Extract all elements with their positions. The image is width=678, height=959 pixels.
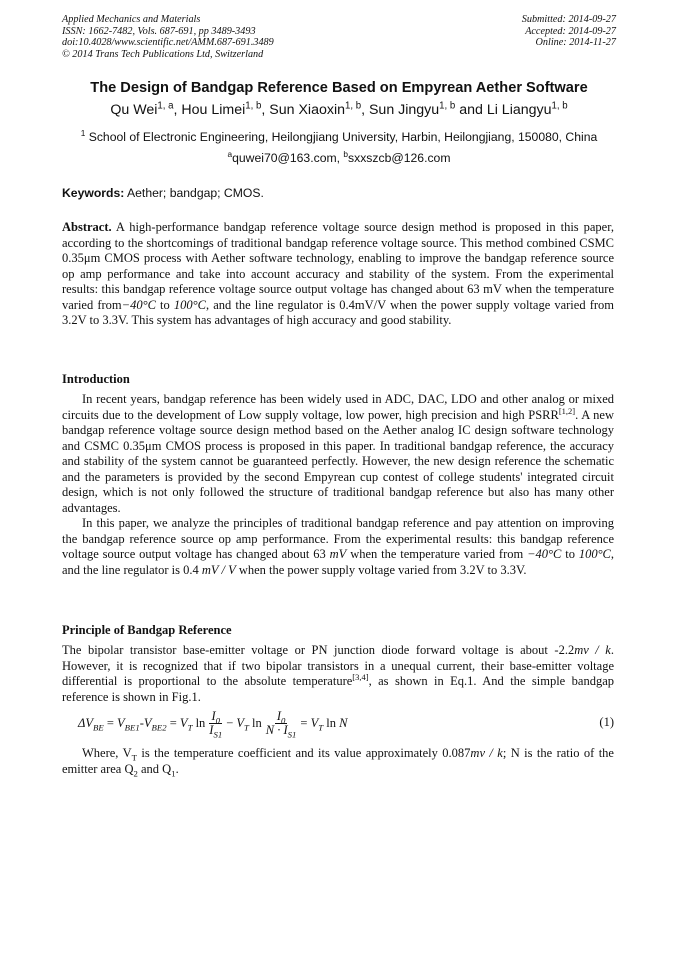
temperature-value: 100°C: [578, 547, 611, 561]
author-affil-mark: 1, b: [344, 100, 362, 112]
author-affil-mark: 1, b: [245, 100, 262, 112]
intro-text: In recent years, bandgap reference has been widely used in ADC, DAC, LDO and other analog or mixed circuits due to the development of Low supply voltage, low power, high precision and high PSRR: [62, 392, 614, 422]
author-name: Li Liangyu: [486, 102, 552, 118]
principle-text: ; N is the ratio of the emitter area Q: [62, 746, 614, 776]
author-name: Sun Xiaoxin: [269, 102, 345, 118]
citation: [1,2]: [558, 405, 576, 416]
journal-name: Applied Mechanics and Materials: [62, 14, 201, 25]
principle-paragraph: [62, 643, 614, 705]
introduction-heading: Introduction: [62, 372, 130, 386]
principle-text: .: [175, 761, 179, 776]
journal-copyright: © 2014 Trans Tech Publications Ltd, Switzerland: [62, 48, 264, 60]
subscript: 1: [171, 768, 176, 778]
citation: [3,4]: [352, 671, 369, 682]
principle-body-continued: [62, 746, 614, 777]
intro-text: when the power supply voltage varied from 3.2V to 3.3V.: [235, 562, 527, 577]
introduction-paragraph: [62, 392, 614, 516]
abstract: [62, 220, 614, 329]
accepted-date: Accepted: 2014-09-27: [525, 25, 616, 37]
submission-dates: [522, 14, 616, 49]
journal-doi: doi:10.4028/www.scientific.net/AMM.687-691.3489: [62, 37, 274, 49]
author-name: Hou Limei: [181, 102, 246, 118]
principle-text: , as shown in Eq.1. And the simple bandgap reference is shown in Fig.1.: [62, 674, 614, 704]
email-mark-b: b: [343, 148, 349, 159]
abstract-temp-to: 100°C: [173, 297, 206, 312]
principle-text: . However, it is recognized that if two bipolar transistors in a unequal current, their base-emitter voltage differential is proportional to the absolute temperature: [62, 643, 614, 688]
abstract-text: A high-performance bandgap reference voltage source design method is proposed in this paper, according to the shortcomings of traditional bandgap reference voltage source. This method combined CSMC 0.35μm CMOS process with Aether software technology, enabling to improve the bandgap reference source op amp performance and take into account accuracy and stability of the system. From the experimental results: this bandgap reference voltage source output voltage has changed about 63 mV when the temperature varied from: [62, 220, 614, 312]
affiliation-mark: 1: [80, 127, 86, 138]
intro-text: In this paper, we analyze the principles of traditional bandgap reference and pay attention on improving the bandgap reference source op amp performance. From the experimental results: this bandgap reference voltage source output voltage has changed about 63: [62, 516, 614, 561]
principle-text: is the temperature coefficient and its value approximately 0.087: [137, 746, 471, 760]
introduction-paragraph: [62, 516, 614, 578]
principle-paragraph: [62, 746, 614, 777]
subscript: T: [131, 752, 137, 763]
email-a: quwei70@163.com,: [232, 151, 344, 165]
abstract-temp-from: −40°C: [121, 297, 156, 312]
keywords-label: Keywords:: [62, 186, 125, 200]
unit: mV: [329, 547, 347, 561]
keywords-text: Aether; bandgap; CMOS.: [124, 186, 264, 200]
intro-text: . A new bandgap reference voltage source design method based on the Aether analog IC design software technology and CSMC 0.35μm CMOS process is proposed in this paper. In traditional bandgap reference, the accuracy and stability of the system cannot be guaranteed perfectly. However, the new design reference the schematic and the parameters is provided by the second Empyrean cup contest of college students' integrated circuit design, which is not only followed the structure of traditional bandgap reference but also has many other advantages.: [62, 407, 614, 515]
intro-text: to: [561, 547, 579, 561]
paper-title: The Design of Bandgap Reference Based on Empyrean Aether Software: [90, 80, 588, 96]
author-separator: ,: [173, 102, 182, 118]
principle-text: Where, V: [82, 746, 132, 760]
intro-text: , and the line regulator is 0.4: [62, 547, 615, 577]
author-list: [0, 102, 678, 118]
affiliation: [0, 127, 678, 144]
principle-body: [62, 643, 614, 705]
affiliation-text: School of Electronic Engineering, Heilongjiang University, Harbin, Heilongjiang, 150080, China: [85, 130, 598, 144]
author-affil-mark: 1, b: [439, 100, 456, 112]
online-date: Online: 2014-11-27: [535, 37, 616, 49]
author-affil-mark: 1, b: [551, 100, 568, 112]
journal-issn: ISSN: 1662-7482, Vols. 687-691, pp 3489-3493: [62, 25, 256, 37]
author-separator: ,: [261, 102, 270, 118]
unit: mv / k: [470, 746, 503, 760]
author-separator: and: [455, 102, 487, 118]
unit: mV / V: [201, 562, 236, 577]
equation-number: (1): [599, 715, 614, 729]
keywords: [62, 186, 264, 200]
abstract-text-end: , and the line regulator is 0.4mV/V when the power supply voltage varied from 3.2V to 3.3V. This system has advantages of high accuracy and good stability.: [62, 297, 614, 327]
author-name: Sun Jingyu: [368, 102, 440, 118]
principle-heading: Principle of Bandgap Reference: [62, 623, 232, 637]
author-name: Qu Wei: [110, 102, 158, 118]
abstract-to: to: [155, 297, 174, 312]
email-mark-a: a: [227, 148, 233, 159]
journal-info: [62, 14, 274, 60]
introduction-body: [62, 392, 614, 578]
submitted-date: Submitted: 2014-09-27: [521, 14, 616, 25]
author-affil-mark: 1, a: [157, 100, 174, 112]
temperature-value: −40°C: [527, 547, 562, 561]
equation-content: $\Delta V_{BE}$ = $V_{BE1}$ - $V_{BE2}$ = $V_T$ ln $\frac{I_0}{I_{S1}}$ − $V_T$ ln $\frac{I_0}{N \cdot I_{S1}}$ = $V_T$ ln N: [78, 708, 348, 739]
email-b: sxxszcb@126.com: [348, 151, 451, 165]
subscript: 2: [133, 768, 138, 778]
abstract-label: Abstract.: [62, 220, 112, 234]
author-emails: [0, 148, 678, 165]
equation-1: [78, 706, 614, 740]
unit: mv / k: [574, 643, 611, 657]
intro-text: when the temperature varied from: [346, 547, 528, 561]
principle-text: and Q: [137, 761, 172, 776]
principle-text: The bipolar transistor base-emitter voltage or PN junction diode forward voltage is about -2.2: [62, 643, 575, 657]
author-separator: ,: [361, 102, 369, 118]
